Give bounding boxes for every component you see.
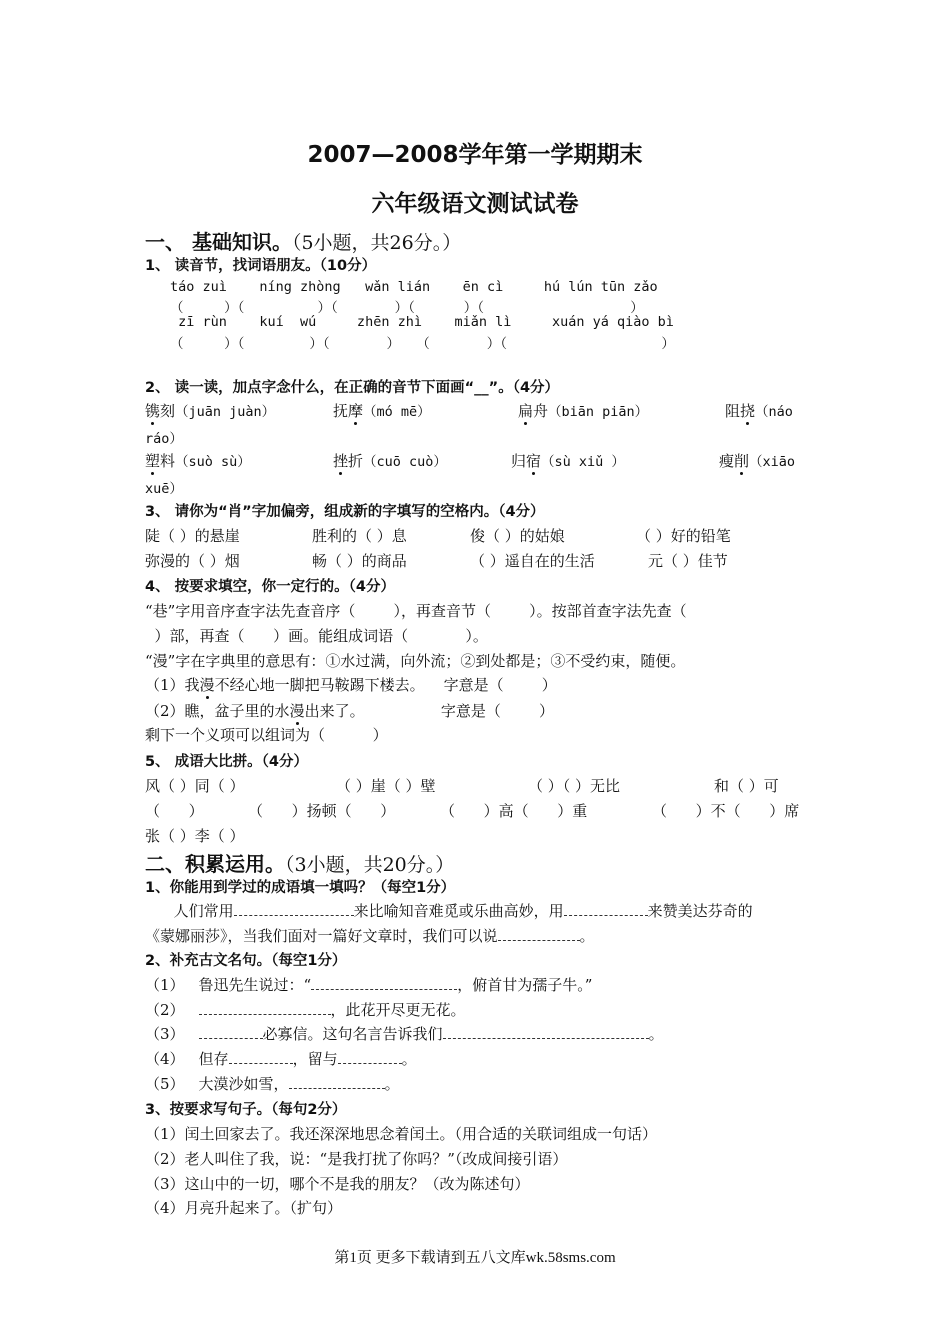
- s1-q2-row-2-wrap: xuē）: [145, 481, 183, 497]
- s2-q2-item-2: （2） ，此花开尽更无花。: [145, 1001, 466, 1019]
- s2-q2-item-1: （1） 鲁迅先生说过：“ ，俯首甘为孺子牛。”: [145, 976, 593, 994]
- s1-q2-row-1-wrap: ráo）: [145, 431, 183, 447]
- s1-q2-item: 瘦削（xiāo: [719, 452, 796, 470]
- s1-q2-item: 镌刻（juān juàn）: [145, 402, 276, 420]
- s1-q5-item: （ ）扬顿（ ）: [248, 802, 396, 820]
- s1-q2-item: 扁舟（biān piān）: [518, 402, 649, 420]
- s1-q3-item: 元（ ）佳节: [648, 552, 728, 570]
- s1-q3-item: 胜利的（ ）息: [312, 527, 407, 545]
- s2-q2-item-3: （3） 必寡信。这句名言告诉我们 。: [145, 1025, 664, 1043]
- s2-q1-line-2: 《蒙娜丽莎》，当我们面对一篇好文章时，我们可以说 。: [145, 927, 595, 945]
- s1-q2-item: 挫折（cuō cuò）: [333, 452, 447, 470]
- s1-q1-brackets-row-1: （ ）（ ）（ ）（ ）（ ）: [170, 300, 644, 316]
- s1-q5-item: （ ）: [145, 802, 204, 820]
- s1-q2-item: 阻挠（náo: [725, 402, 793, 420]
- page-footer: 第1页 更多下载请到五八文库wk.58sms.com: [334, 1250, 616, 1266]
- s1-q3-item: 畅（ ）的商品: [312, 552, 407, 570]
- s1-q4-line-2: ）部，再查（ ）画。能组成词语（ ）。: [145, 627, 488, 645]
- section-1-points: （5小题，共26分。）: [291, 232, 462, 254]
- section-2-heading: [145, 848, 454, 877]
- section-2-points: （3小题，共20分。）: [285, 854, 455, 876]
- s1-q3-item: （ ）好的铅笔: [636, 527, 731, 545]
- s1-q4-line-1: “巷”字用音序查字法先查音序（ ），再查音节（ ）。按部首查字法先查（: [145, 602, 687, 620]
- s2-q2-title: 2、补充古文名句。（每空1分）: [145, 953, 347, 969]
- s1-q2-item: 抚摩（mó mē）: [333, 402, 431, 420]
- s2-q3-item: （3）这山中的一切，哪个不是我的朋友？（改为陈述句）: [145, 1175, 530, 1193]
- fill-blank[interactable]: [199, 1002, 331, 1015]
- s1-q3-item: 弥漫的（ ）烟: [145, 552, 240, 570]
- s1-q4-line-3: “漫”字在字典里的意思有：①水过满，向外流；②到处都是；③不受约束，随便。: [145, 652, 686, 670]
- s1-q5-item: 和（ ）可: [714, 777, 779, 795]
- s2-q1-title: 1、你能用到学过的成语填一填吗？（每空1分）: [145, 880, 456, 896]
- s1-q5-item: （ ）高（ ）重: [440, 802, 588, 820]
- s1-q1-pinyin-row-1: táo zuì níng zhòng wǎn lián ēn cì hú lún tūn zǎo: [170, 279, 658, 295]
- s1-q3-item: 俊（ ）的姑娘: [470, 527, 565, 545]
- fill-blank[interactable]: [564, 903, 648, 916]
- s2-q3-title: 3、按要求写句子。（每句2分）: [145, 1102, 347, 1118]
- fill-blank[interactable]: [199, 1026, 263, 1039]
- fill-blank[interactable]: [498, 928, 580, 941]
- s1-q1-brackets-row-2: （ ）（ ）（ ） （ ）（ ）: [170, 336, 675, 352]
- section-1-heading: [145, 226, 461, 255]
- s1-q5-item: （ ）崖（ ）壁: [336, 777, 436, 795]
- s1-q5-title: 5、 成语大比拼。（4分）: [145, 754, 308, 770]
- s2-q2-item-5: （5） 大漠沙如雪， 。: [145, 1075, 400, 1093]
- s1-q2-item: 归宿（sù xiǔ ）: [511, 452, 625, 470]
- s1-q4-line-5: （2）瞧，盆子里的水漫出来了。 字意是（ ）: [145, 702, 554, 720]
- s2-q2-item-4: （4） 但存 ，留与 。: [145, 1050, 417, 1068]
- s1-q2-item: 塑料（suò sù）: [145, 452, 251, 470]
- s1-q1-title: 1、 读音节，找词语朋友。（10分）: [145, 258, 377, 274]
- section-1-title: 一、 基础知识。: [145, 230, 292, 254]
- fill-blank[interactable]: [289, 1076, 385, 1089]
- s1-q5-item: 风（ ）同（ ）: [145, 777, 245, 795]
- fill-blank[interactable]: [443, 1026, 649, 1039]
- title-line-1: 2007—2008学年第一学期期末: [307, 142, 643, 168]
- s1-q3-item: 陡（ ）的悬崖: [145, 527, 240, 545]
- s1-q5-item: （ ）（ ）无比: [528, 777, 621, 795]
- s2-q3-item: （1）闰土回家去了。我还深深地思念着闰土。（用合适的关联词组成一句话）: [145, 1125, 658, 1143]
- s1-q4-line-6: 剩下一个义项可以组词为（ ）: [145, 726, 388, 744]
- s1-q3-title: 3、 请你为“肖”字加偏旁，组成新的字填写的空格内。（4分）: [145, 504, 545, 520]
- s2-q3-item: （4）月亮升起来了。（扩句）: [145, 1199, 343, 1217]
- s1-q3-item: （ ）遥自在的生活: [470, 552, 595, 570]
- section-2-title: 二、积累运用。: [145, 852, 285, 876]
- fill-blank[interactable]: [338, 1051, 402, 1064]
- s1-q1-pinyin-row-2: zī rùn kuí wú zhēn zhì miǎn lì xuán yá qiào bì: [170, 314, 674, 330]
- s1-q5-row-3: 张（ ）李（ ）: [145, 827, 245, 845]
- fill-blank[interactable]: [311, 977, 457, 990]
- s1-q2-title: 2、 读一读，加点字念什么，在正确的音节下面画“__”。（4分）: [145, 380, 560, 396]
- s2-q3-item: （2）老人叫住了我，说：“是我打扰了你吗？”（改成间接引语）: [145, 1150, 568, 1168]
- s2-q1-line-1: 人们常用 来比喻知音难觅或乐曲高妙，用 来赞美达芬奇的: [145, 902, 753, 920]
- s1-q5-item: （ ）不（ ）席: [652, 802, 800, 820]
- fill-blank[interactable]: [234, 903, 354, 916]
- title-line-2: 六年级语文测试试卷: [371, 191, 579, 217]
- fill-blank[interactable]: [229, 1051, 293, 1064]
- s1-q4-line-4: （1）我漫不经心地一脚把马鞍踢下楼去。 字意是（ ）: [145, 676, 557, 694]
- s1-q4-title: 4、 按要求填空，你一定行的。（4分）: [145, 579, 395, 595]
